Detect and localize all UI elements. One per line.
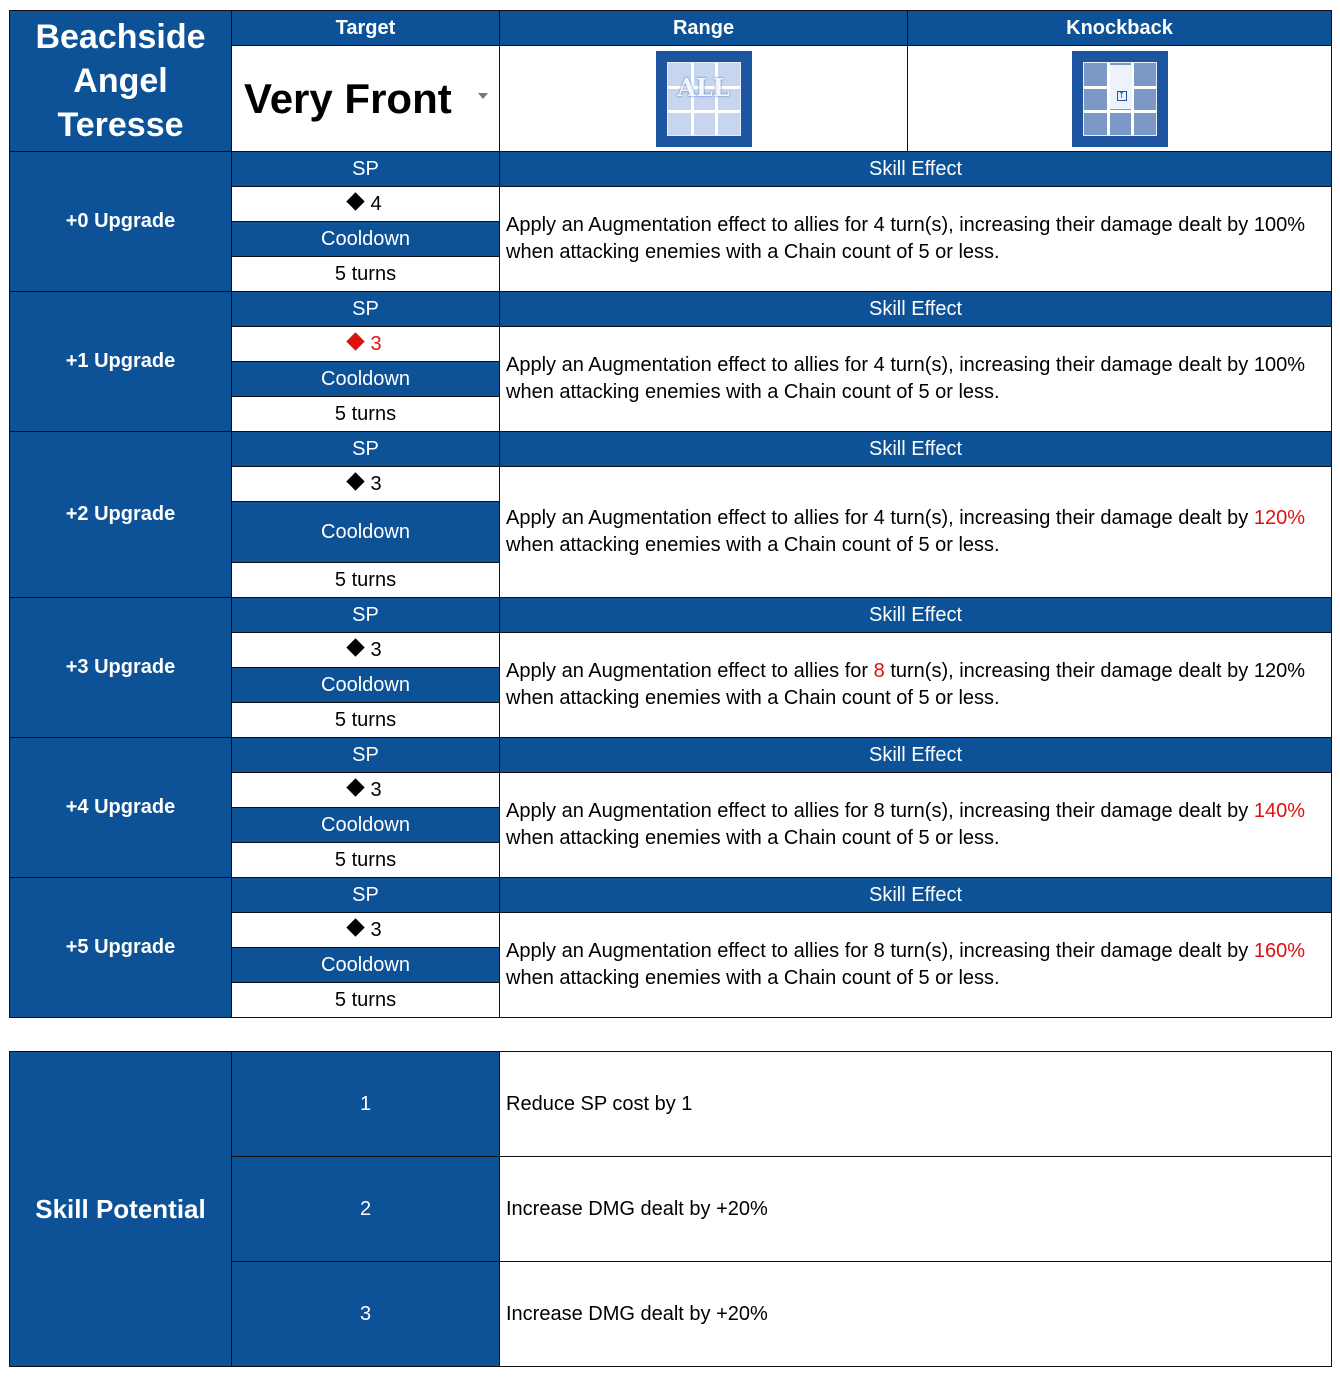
sp-header: SP	[232, 738, 500, 773]
effect-highlight: 120%	[1253, 507, 1305, 529]
effect-highlight: 160%	[1253, 940, 1305, 962]
sp-value: 4	[370, 192, 382, 215]
potential-level: 1	[232, 1052, 500, 1157]
skill-effect-header: Skill Effect	[500, 152, 1332, 187]
up-arrow-icon: ↑	[1117, 90, 1126, 101]
all-range-grid-icon	[656, 51, 752, 147]
cooldown-value: 5 turns	[232, 703, 500, 738]
cooldown-value: 5 turns	[232, 843, 500, 878]
sp-value: 3	[370, 918, 382, 941]
skill-effect-header: Skill Effect	[500, 432, 1332, 467]
sp-value-cell	[232, 187, 500, 222]
cooldown-value: 5 turns	[232, 563, 500, 598]
character-name-line2: Angel	[73, 62, 168, 100]
sp-value: 3	[370, 778, 382, 801]
potential-level: 2	[232, 1157, 500, 1262]
sp-diamond-icon	[347, 332, 365, 350]
skill-potential-table	[9, 1051, 1332, 1367]
range-header: Range	[500, 11, 908, 46]
skill-effect-header: Skill Effect	[500, 738, 1332, 773]
target-header: Target	[232, 11, 500, 46]
skill-upgrade-table	[9, 10, 1332, 1018]
sp-value-cell	[232, 913, 500, 948]
cooldown-header: Cooldown	[232, 948, 500, 983]
sp-diamond-icon	[347, 918, 365, 936]
sp-header: SP	[232, 292, 500, 327]
character-name-line1: Beachside	[35, 18, 206, 56]
skill-effect-text: Apply an Augmentation effect to allies for 8 turn(s), increasing their damage dealt by 140% when attacking enemies with a Chain count of 5 or less.	[500, 773, 1332, 878]
upgrade-label: +0 Upgrade	[10, 152, 232, 292]
sp-value-cell	[232, 633, 500, 668]
cooldown-value: 5 turns	[232, 397, 500, 432]
skill-effect-text: Apply an Augmentation effect to allies for 8 turn(s), increasing their damage dealt by 160% when attacking enemies with a Chain count of 5 or less.	[500, 913, 1332, 1018]
skill-effect-text: Apply an Augmentation effect to allies for 4 turn(s), increasing their damage dealt by 100% when attacking enemies with a Chain count of 5 or less.	[500, 327, 1332, 432]
effect-highlight: 140%	[1253, 800, 1305, 822]
upgrade-label: +1 Upgrade	[10, 292, 232, 432]
knockback-cell	[908, 46, 1332, 152]
sp-diamond-icon	[347, 192, 365, 210]
sp-diamond-icon	[347, 778, 365, 796]
sp-value: 3	[370, 638, 382, 661]
sp-value-cell	[232, 773, 500, 808]
skill-potential-title: Skill Potential	[10, 1052, 232, 1367]
range-icon-text: ALL	[677, 72, 730, 102]
potential-description: Increase DMG dealt by +20%	[500, 1157, 1332, 1262]
skill-effect-text: Apply an Augmentation effect to allies for 8 turn(s), increasing their damage dealt by 120% when attacking enemies with a Chain count of 5 or less.	[500, 633, 1332, 738]
cooldown-header: Cooldown	[232, 362, 500, 397]
skill-effect-text: Apply an Augmentation effect to allies for 4 turn(s), increasing their damage dealt by 100% when attacking enemies with a Chain count of 5 or less.	[500, 187, 1332, 292]
cooldown-value: 5 turns	[232, 983, 500, 1018]
skill-effect-text: Apply an Augmentation effect to allies for 4 turn(s), increasing their damage dealt by 120% when attacking enemies with a Chain count of 5 or less.	[500, 467, 1332, 598]
sp-header: SP	[232, 152, 500, 187]
skill-effect-header: Skill Effect	[500, 598, 1332, 633]
cooldown-value: 5 turns	[232, 257, 500, 292]
sp-header: SP	[232, 432, 500, 467]
target-value: Very Front	[244, 74, 452, 122]
potential-description: Increase DMG dealt by +20%	[500, 1262, 1332, 1367]
skill-effect-header: Skill Effect	[500, 878, 1332, 913]
potential-description: Reduce SP cost by 1	[500, 1052, 1332, 1157]
character-name-line3: Teresse	[57, 106, 184, 144]
sp-value-cell	[232, 327, 500, 362]
cooldown-header: Cooldown	[232, 668, 500, 703]
skill-effect-header: Skill Effect	[500, 292, 1332, 327]
cooldown-header: Cooldown	[232, 222, 500, 257]
upgrade-label: +4 Upgrade	[10, 738, 232, 878]
upgrade-label: +5 Upgrade	[10, 878, 232, 1018]
cooldown-header: Cooldown	[232, 502, 500, 563]
upgrade-label: +3 Upgrade	[10, 598, 232, 738]
sp-value-cell	[232, 467, 500, 502]
sp-value: 3	[370, 332, 382, 355]
knockback-grid-icon	[1072, 51, 1168, 147]
knockback-header: Knockback	[908, 11, 1332, 46]
dropdown-arrow-icon[interactable]	[478, 93, 488, 99]
sp-diamond-icon	[347, 472, 365, 490]
sp-header: SP	[232, 878, 500, 913]
sp-diamond-icon	[347, 638, 365, 656]
potential-level: 3	[232, 1262, 500, 1367]
character-name	[10, 11, 232, 152]
sp-value: 3	[370, 472, 382, 495]
target-dropdown[interactable]	[232, 46, 500, 152]
range-cell	[500, 46, 908, 152]
cooldown-header: Cooldown	[232, 808, 500, 843]
effect-highlight: 8	[873, 660, 885, 682]
upgrade-label: +2 Upgrade	[10, 432, 232, 598]
sp-header: SP	[232, 598, 500, 633]
